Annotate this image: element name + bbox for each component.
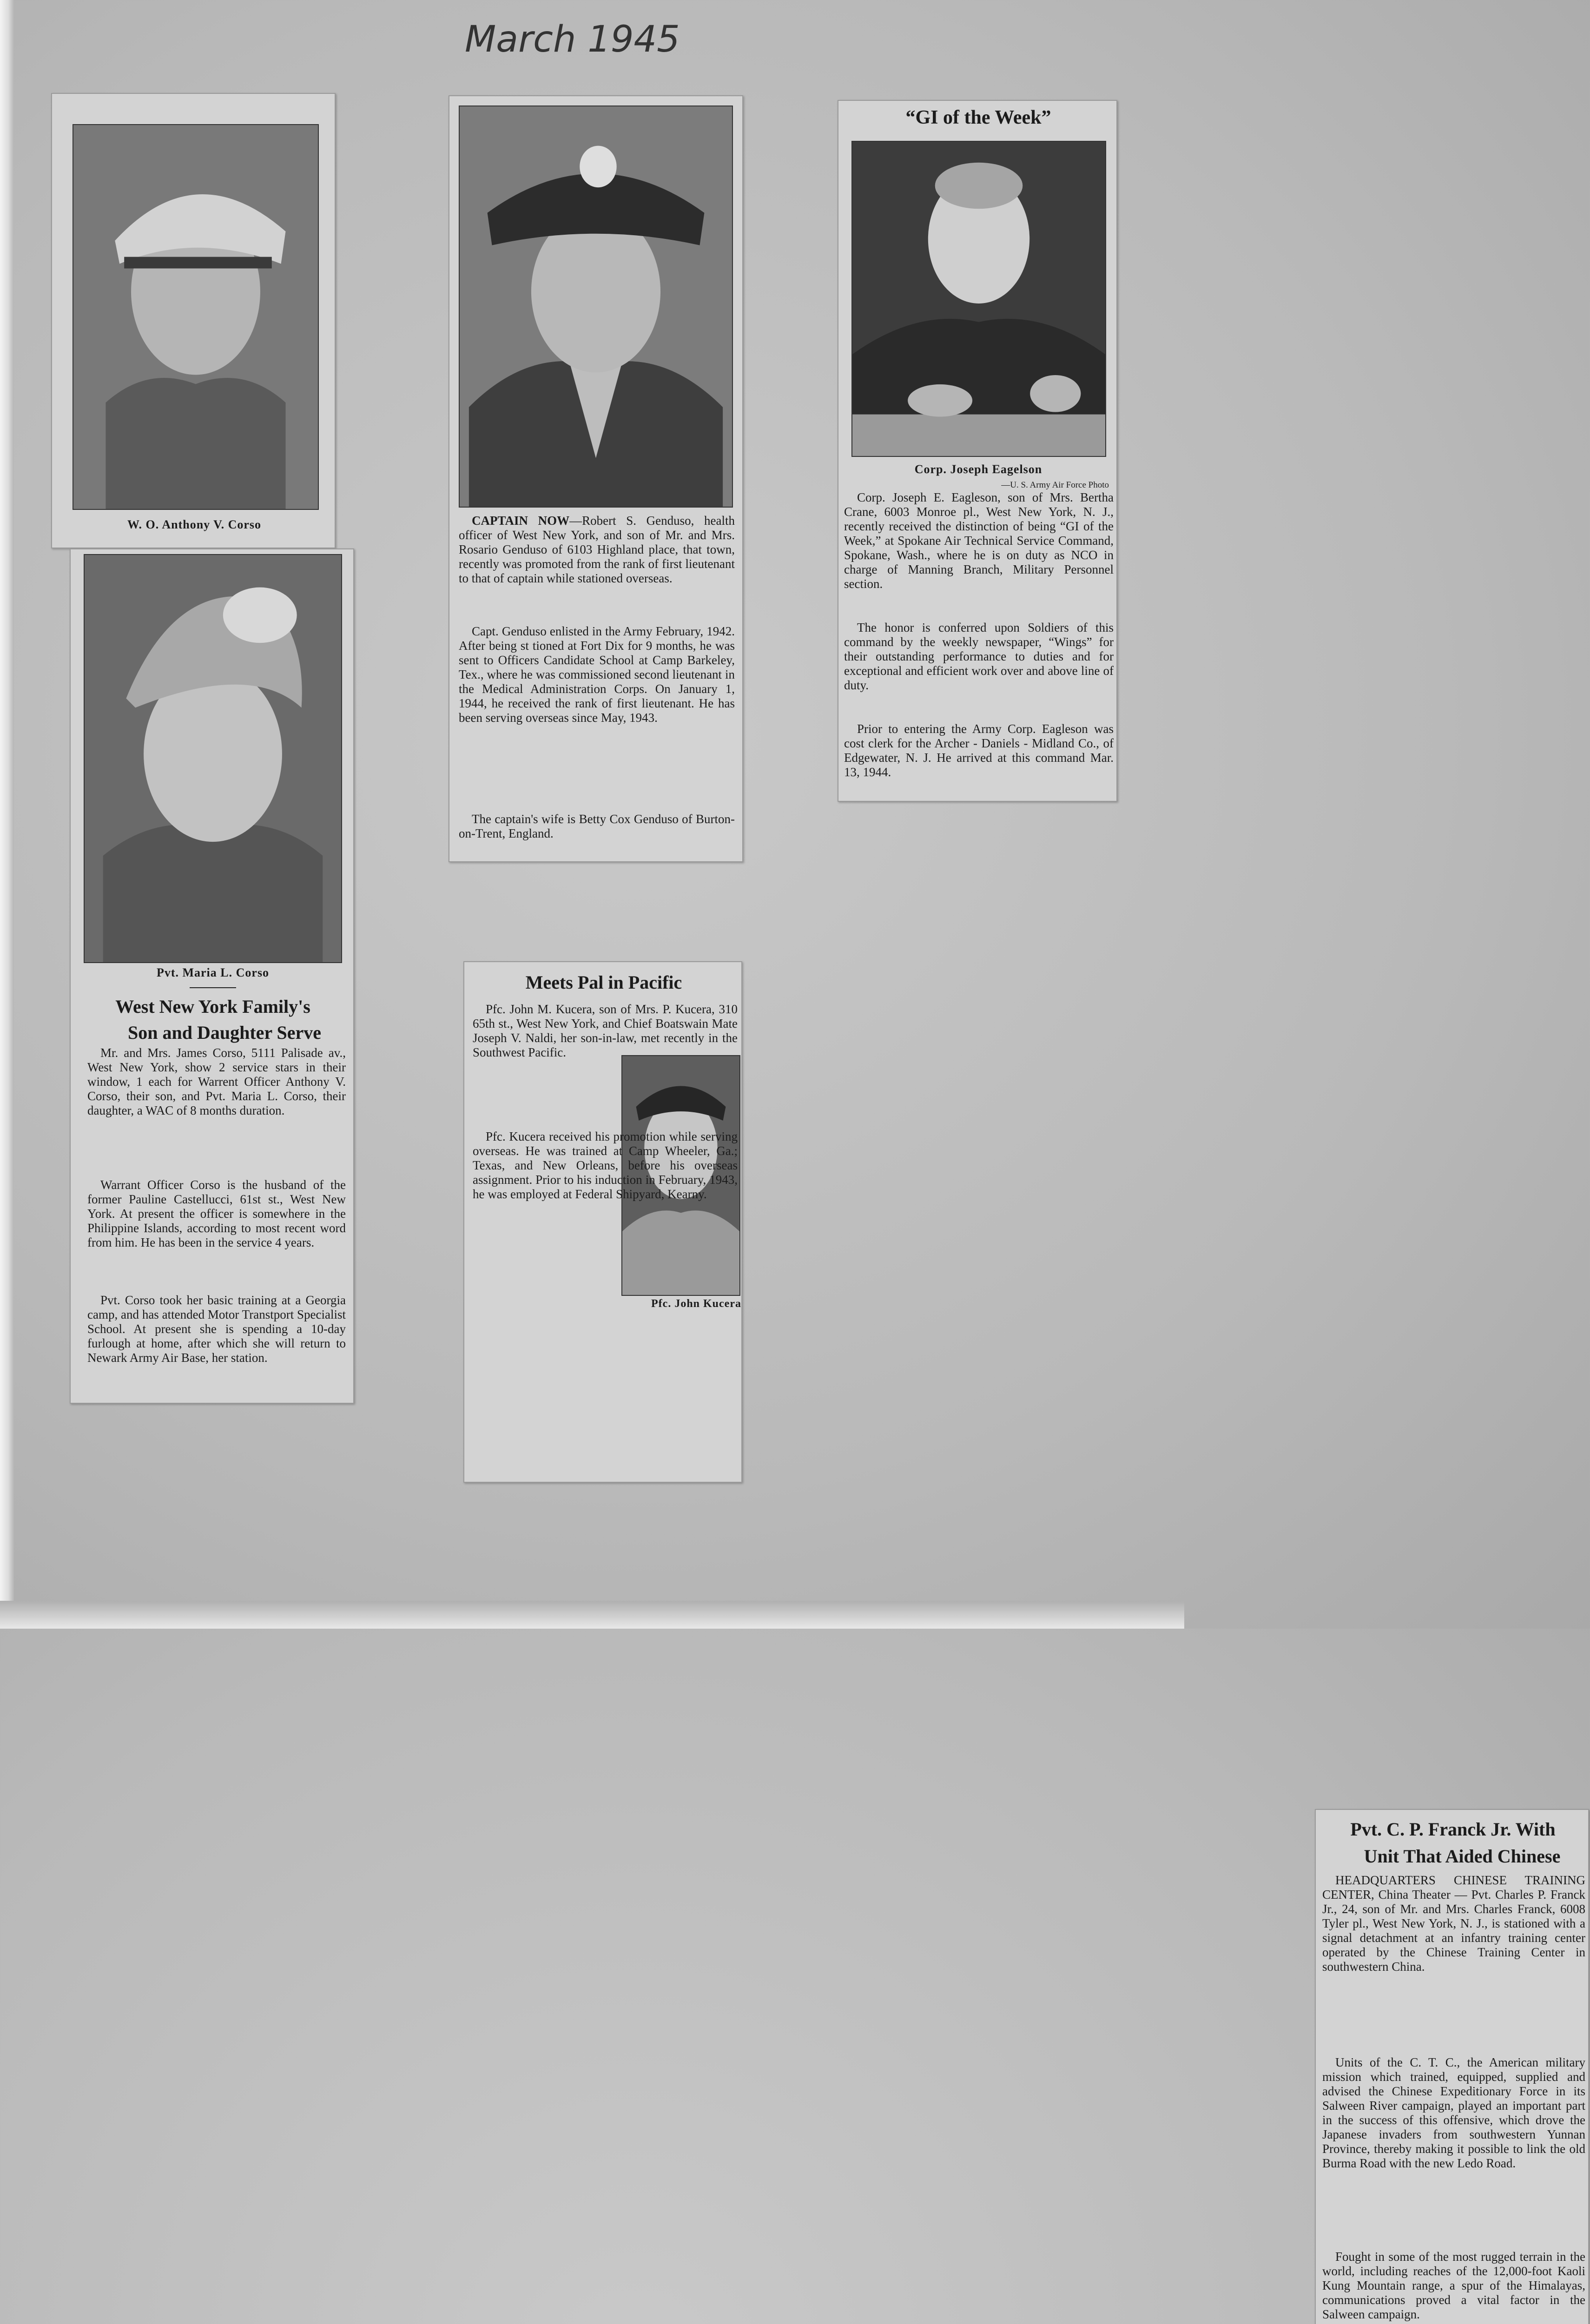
article-corso-paragraph: Mr. and Mrs. James Corso, 5111 Palisade av., West New York, show 2 service stars in their window, 1 each for Warrent Officer Anthony V. Corso, their son, and Pvt. Maria L. Corso, their daughter, a WAC of 8 months duration. [87,1046,346,1117]
article-eagelson-paragraph: Prior to entering the Army Corp. Eagleson was cost clerk for the Archer - Daniels - Midland Co., of Edgewater, N. J. He arrived at this command Mar. 13, 1944. [844,722,1114,779]
clipping-kucera [463,961,1585,2321]
genduso-first-paragraph-text: —Robert S. Genduso, health officer of West New York, and son of Mr. and Mrs. Rosario Genduso of 6103 Highland place, that town, recently was promoted from the rank of first lieutenant to that of captain while stationed overseas. [459,514,735,585]
caption-eagelson: Corp. Joseph Eagelson [914,462,1042,476]
article-franck-paragraph: Units of the C. T. C., the American military mission which trained, equipped, supplied and advised the Chinese Expeditionary Force in its Salween River campaign, played an important part in the success of this offensive, which drove the Japanese invaders from southwestern Yunnan Province, thereby making it possible to link the old Burma Road with the new Ledo Road. [1322,2055,1585,2170]
article-kucera-paragraph: Pfc. John M. Kucera, son of Mrs. P. Kucera, 310 65th st., West New York, and Chief Boatswain Mate Joseph V. Naldi, her son-in-law, met recently in the Southwest Pacific. [473,1002,738,1059]
caption-kucera: Pfc. John Kucera [651,1298,741,1310]
headline-franck-line1: Pvt. C. P. Franck Jr. With [1350,1819,1556,1840]
scrapbook-bottom-edge [0,1601,1184,1629]
photo-eagelson [851,141,1106,457]
article-franck-paragraph: Fought in some of the most rugged terrain in the world, including reaches of the 12,000-foot Kaoli Kung Mountain range, a spur of the Himalayas, communications proved a vital factor in the Salween campaign. [1322,2250,1585,2321]
lead-in-captain-now: CAPTAIN NOW [472,514,570,528]
scrapbook-page-edge [0,0,14,1629]
clipping-maria-corso [70,548,354,1404]
photo-maria-corso [84,554,342,963]
clipping-genduso [449,95,743,862]
article-genduso-paragraph [459,514,735,586]
article-franck-paragraph: HEADQUARTERS CHINESE TRAINING CENTER, China Theater — Pvt. Charles P. Franck Jr., 24, son of Mr. and Mrs. Charles Franck, 6008 Tyler pl., West New York, N. J., is stationed with a signal detachment at an infantry training center operated by the Chinese Training Center in southwestern China. [1322,1873,1585,1974]
photo-credit-eagelson: —U. S. Army Air Force Photo [1001,480,1109,490]
photo-anthony-corso [73,124,319,510]
article-eagelson-paragraph: Corp. Joseph E. Eagleson, son of Mrs. Bertha Crane, 6003 Monroe pl., West New York, N. J., recently received the distinction of being “GI of the Week,” at Spokane Air Technical Service Command, Spokane, Wash., where he is on duty as NCO in charge of Manning Branch, Military Personnel section. [844,490,1114,591]
article-kucera-paragraph: Pfc. Kucera received his promotion while serving overseas. He was trained at Camp Wheeler, Ga.; Texas, and New Orleans, before his overseas assignment. Prior to his induction in February, 1943, he was employed at Federal Shipyard, Kearny. [473,1129,738,1201]
clipping-eagelson [838,100,1117,802]
headline-corso-line1: West New York Family's [115,996,310,1017]
article-corso-paragraph: Warrant Officer Corso is the husband of the former Pauline Castellucci, 61st st., West New York. At present the officer is somewhere in the Philippine Islands, according to most recent word from him. He has been in the service 4 years. [87,1178,346,1249]
caption-rule [190,987,236,988]
caption-anthony-corso: W. O. Anthony V. Corso [127,518,262,531]
headline-franck-line2: Unit That Aided Chinese [1364,1846,1561,1867]
headline-gi-of-the-week: “GI of the Week” [905,107,1051,128]
photo-genduso [459,106,733,508]
article-eagelson-paragraph: The honor is conferred upon Soldiers of this command by the weekly newspaper, “Wings” for their outstanding performance to duties and for exceptional and efficient work over and above line of duty. [844,621,1114,692]
article-genduso-paragraph: Capt. Genduso enlisted in the Army February, 1942. After being st tioned at Fort Dix for 9 months, he was sent to Officers Candidate School at Camp Barkeley, Tex., where he was commissioned second lieutenant in the Medical Administration Corps. On January 1, 1944, he received the rank of first lieutenant. He has been serving overseas since May, 1943. [459,624,735,725]
caption-maria-corso: Pvt. Maria L. Corso [156,966,270,979]
clipping-franck [1315,1809,1589,2324]
headline-meets-pal: Meets Pal in Pacific [525,972,682,993]
article-corso-paragraph: Pvt. Corso took her basic training at a Georgia camp, and has attended Motor Transtport Specialist School. At present she is spending a 10-day furlough at home, after which she will return to Newark Army Air Base, her station. [87,1293,346,1365]
handwritten-date: March 1945 [465,19,680,60]
article-genduso-paragraph: The captain's wife is Betty Cox Genduso of Burton-on-Trent, England. [459,812,735,840]
clipping-anthony-corso [51,93,336,548]
headline-corso-line2: Son and Daughter Serve [128,1022,321,1043]
